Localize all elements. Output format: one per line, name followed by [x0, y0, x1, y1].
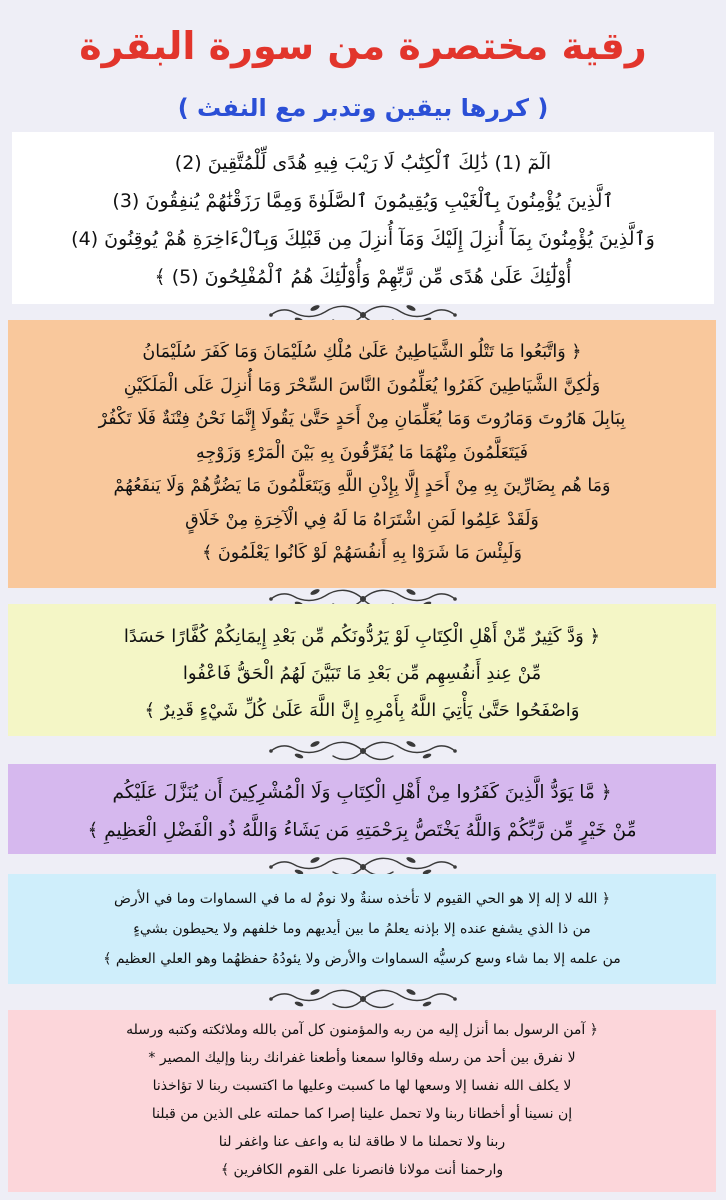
verse-line: ﴿ آمن الرسول بما أنزل إليه من ربه والمؤمنون كل آمن بالله وملائكته وكتبه ورسله [126, 1022, 598, 1038]
verse-line: ٱلَّذِينَ يُؤْمِنُونَ بِٱلْغَيْبِ وَيُقِيمُونَ ٱلصَّلَوٰةَ وَمِمَّا رَزَقْنَٰهُمْ يُنفِقُونَ (3) [112, 190, 614, 212]
passage-baqarah-102 [8, 320, 716, 588]
verse-line: أُوْلَٰٓئِكَ عَلَىٰ هُدًى مِّن رَّبِّهِمْ وَأُوْلَٰٓئِكَ هُمُ ٱلْمُفْلِحُونَ (5) ﴾ [154, 266, 572, 288]
passage-baqarah-285-286 [8, 1010, 716, 1192]
passage-baqarah-105 [8, 764, 716, 854]
page-subtitle: ( كررها بيقين وتدبر مع النفث ) [177, 94, 549, 122]
verse-line: ﴿ وَدَّ كَثِيرٌ مِّنْ أَهْلِ الْكِتَابِ لَوْ يَرُدُّونَكُم مِّن بَعْدِ إِيمَانِكُمْ كُفَّارًا حَسَدًا [123, 626, 601, 647]
verse-line: لا يكلف الله نفسا إلا وسعها لها ما كسبت وعليها ما اكتسبت ربنا لا تؤاخذنا [152, 1078, 572, 1094]
verse-line: وارحمنا أنت مولانا فانصرنا على القوم الكافرين ﴾ [220, 1162, 504, 1178]
passage-ayat-al-kursi [8, 874, 716, 984]
verse-line: مِّنْ عِندِ أَنفُسِهِم مِّن بَعْدِ مَا تَبَيَّنَ لَهُمُ الْحَقُّ فَاعْفُوا [182, 663, 542, 684]
verse-line: وَٱلَّذِينَ يُؤْمِنُونَ بِمَآ أُنزِلَ إِلَيْكَ وَمَآ أُنزِلَ مِن قَبْلِكَ وَبِٱلْءَاخِرَةِ هُمْ يُوقِنُونَ (4) [71, 228, 655, 250]
verse-line: الٓمٓ (1) ذَٰلِكَ ٱلْكِتَٰبُ لَا رَيْبَ فِيهِ هُدًى لِّلْمُتَّقِينَ (2) [174, 152, 552, 174]
verse-line: وَلَقَدْ عَلِمُوا لَمَنِ اشْتَرَاهُ مَا لَهُ فِي الْآخِرَةِ مِنْ خَلَاقٍ [185, 509, 539, 530]
verse-line: مِّنْ خَيْرٍ مِّن رَّبِّكُمْ وَاللَّهُ يَخْتَصُّ بِرَحْمَتِهِ مَن يَشَاءُ وَاللَّهُ ذُو الْفَضْلِ الْعَظِيمِ ﴾ [87, 820, 637, 841]
passage-baqarah-109 [8, 604, 716, 736]
passage-baqarah-1-5 [12, 132, 714, 304]
verse-line: ﴿ مَّا يَوَدُّ الَّذِينَ كَفَرُوا مِنْ أَهْلِ الْكِتَابِ وَلَا الْمُشْرِكِينَ أَن يُنَزَّلَ عَلَيْكُم [112, 782, 612, 803]
verse-line: ﴿ وَاتَّبَعُوا مَا تَتْلُو الشَّيَاطِينُ عَلَىٰ مُلْكِ سُلَيْمَانَ وَمَا كَفَرَ سُلَيْمَانُ [142, 342, 582, 362]
verse-line: إن نسينا أو أخطانا ربنا ولا تحمل علينا إصرا كما حملته على الذين من قبلنا [151, 1106, 573, 1122]
verse-line: من علمه إلا بما شاء وسع كرسيُّه السماوات والأرض ولا يئودُهُ حفظهُما وهو العلي العظيم ﴾ [103, 951, 621, 967]
verse-line: ربنا ولا تحملنا ما لا طاقة لنا به واعف عنا واغفر لنا [218, 1134, 506, 1150]
verse-line: وَلَبِئْسَ مَا شَرَوْا بِهِ أَنفُسَهُمْ لَوْ كَانُوا يَعْلَمُونَ ﴾ [202, 543, 522, 563]
verse-line: ﴿ الله لا إله إلا هو الحي القيوم لا تأخذه سنةٌ ولا نومٌ له ما في السماوات وما في الأرض [113, 891, 611, 907]
floral-divider-icon [263, 736, 463, 766]
verse-line: من ذا الذي يشفع عنده إلا بإذنه يعلمُ ما بين أيديهم وما خلفهم ولا يحيطون بشيءٍ [133, 921, 591, 937]
verse-line: وَمَا هُم بِضَارِّينَ بِهِ مِنْ أَحَدٍ إِلَّا بِإِذْنِ اللَّهِ وَيَتَعَلَّمُونَ مَا يَضُرُّهُمْ وَلَا يَنفَعُهُمْ [113, 476, 611, 496]
verse-line: بِبَابِلَ هَارُوتَ وَمَارُوتَ وَمَا يُعَلِّمَانِ مِنْ أَحَدٍ حَتَّىٰ يَقُولَا إِنَّمَا نَحْنُ فِتْنَةٌ فَلَا تَكْفُرْ [98, 409, 626, 429]
verse-line: فَيَتَعَلَّمُونَ مِنْهُمَا مَا يُفَرِّقُونَ بِهِ بَيْنَ الْمَرْءِ وَزَوْجِهِ [195, 442, 529, 463]
verse-line: لا نفرق بين أحد من رسله وقالوا سمعنا وأطعنا غفرانك ربنا وإليك المصير * [148, 1050, 576, 1066]
verse-line: وَلَٰكِنَّ الشَّيَاطِينَ كَفَرُوا يُعَلِّمُونَ النَّاسَ السِّحْرَ وَمَا أُنزِلَ عَلَى الْمَلَكَيْنِ [123, 375, 601, 396]
verse-line: وَاصْفَحُوا حَتَّىٰ يَأْتِيَ اللَّهُ بِأَمْرِهِ إِنَّ اللَّهَ عَلَىٰ كُلِّ شَيْءٍ قَدِيرٌ ﴾ [144, 700, 580, 721]
page-title: رقية مختصرة من سورة البقرة [79, 24, 647, 68]
